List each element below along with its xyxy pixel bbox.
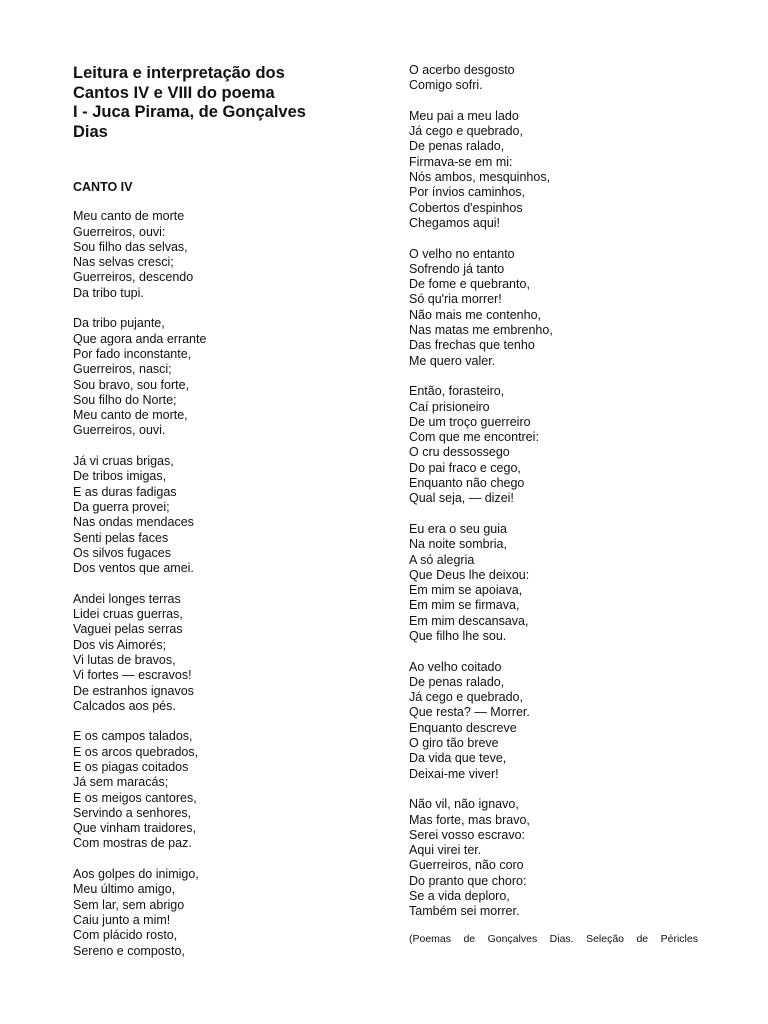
verse-line: De estranhos ignavos [73,683,194,698]
source-word: de [463,932,476,945]
verse-line: Vi fortes — escravos! [73,668,192,683]
verse-line: Sou bravo, sou forte, [73,377,190,392]
verse-line: Sereno e composto, [73,943,185,958]
verse-line: Aqui virei ter. [409,843,482,858]
verse-line: Calcados aos pés. [73,698,176,713]
verse-line: Senti pelas faces [73,530,169,545]
verse-line: Dos vis Aimorés; [73,637,167,652]
source-word: Gonçalves [487,932,538,945]
stanza [73,592,363,714]
stanza [73,316,363,438]
verse-line: O velho no entanto [409,246,515,261]
verse-line: De penas ralado, [409,674,505,689]
verse-line: Do pranto que choro: [409,873,527,888]
verse-line: E os meigos cantores, [73,790,197,805]
right-column [409,63,709,946]
verse-line: Do pai fraco e cego, [409,460,521,475]
verse-line: O giro tão breve [409,736,499,751]
verse-line: Meu canto de morte, [73,408,188,423]
verse-line: Qual seja, — dizei! [409,491,514,506]
verse-line: Aos golpes do inimigo, [73,867,199,882]
title-line: I - Juca Pirama, de Gonçalves [73,103,306,121]
right-stanzas [409,63,709,920]
verse-line: E os arcos quebrados, [73,744,199,759]
verse-line: Guerreiros, descendo [73,270,194,285]
verse-line: Com que me encontrei: [409,430,539,445]
verse-line: Guerreiros, ouvi: [73,224,166,239]
verse-line: Por fado inconstante, [73,346,192,361]
verse-line: Sem lar, sem abrigo [73,897,185,912]
source-word: Péricles [660,932,698,945]
verse-line: Da vida que teve, [409,751,507,766]
verse-line: Caí prisioneiro [409,399,490,414]
stanza [73,729,363,851]
verse-line: A só alegria [409,552,475,567]
verse-line: Guerreiros, nasci; [73,362,172,377]
verse-line: E as duras fadigas [73,484,177,499]
verse-line: Enquanto não chego [409,476,525,491]
section-heading: CANTO IV [73,180,133,194]
source-citation [409,933,698,946]
verse-line: Eu era o seu guia [409,521,507,536]
stanza [73,454,363,576]
verse-line: Meu último amigo, [73,882,176,897]
verse-line: Se a vida deploro, [409,889,510,904]
verse-line: Com mostras de paz. [73,836,192,851]
left-column [73,64,363,974]
stanza [73,867,363,959]
title-line: Leitura e interpretação dos [73,64,285,82]
source-word: (Poemas [409,932,452,945]
verse-line: Guerreiros, não coro [409,858,524,873]
verse-line: Os silvos fugaces [73,545,171,560]
verse-line: Servindo a senhores, [73,805,192,820]
verse-line: Então, forasteiro, [409,384,505,399]
stanza [73,209,363,301]
verse-line: Nas selvas cresci; [73,255,174,270]
verse-line: Que resta? — Morrer. [409,705,530,720]
verse-line: Sou filho das selvas, [73,239,188,254]
verse-line: Não vil, não ignavo, [409,797,519,812]
verse-line: De fome e quebranto, [409,277,530,292]
verse-line: Caiu junto a mim! [73,912,171,927]
verse-line: Firmava-se em mi: [409,154,513,169]
verse-line: Enquanto descreve [409,720,517,735]
verse-line: Da guerra provei; [73,499,170,514]
verse-line: O acerbo desgosto [409,63,515,77]
verse-line: Em mim se firmava, [409,598,520,613]
verse-line: Nas ondas mendaces [73,515,194,530]
verse-line: Me quero valer. [409,353,496,368]
verse-line: Guerreiros, ouvi. [73,423,166,438]
verse-line: De um troço guerreiro [409,414,531,429]
verse-line: Da tribo tupi. [73,285,144,300]
verse-line: Sofrendo já tanto [409,261,505,276]
verse-line: Serei vosso escravo: [409,827,526,842]
stanza [409,660,709,782]
verse-line: Vaguei pelas serras [73,622,183,637]
stanza [409,522,709,644]
verse-line: Nós ambos, mesquinhos, [409,170,551,185]
document-title [73,64,363,142]
verse-line: Comigo sofri. [409,78,483,93]
verse-line: Que vinham traidores, [73,821,196,836]
verse-line: Chegamos aqui! [409,215,501,230]
verse-line: Andei longes terras [73,591,181,606]
verse-line: Cobertos d'espinhos [409,200,523,215]
verse-line: Meu pai a meu lado [409,108,519,123]
verse-line: Da tribo pujante, [73,316,165,331]
verse-line: Deixai-me viver! [409,766,499,781]
verse-line: Já vi cruas brigas, [73,454,174,469]
left-stanzas [73,209,363,959]
verse-line: E os campos talados, [73,729,193,744]
verse-line: Em mim descansava, [409,613,529,628]
stanza [409,63,709,94]
verse-line: Já cego e quebrado, [409,124,523,139]
verse-line: Com plácido rosto, [73,928,178,943]
verse-line: Das frechas que tenho [409,338,535,353]
verse-line: Ao velho coitado [409,659,502,674]
verse-line: Que agora anda errante [73,331,207,346]
title-line: Dias [73,122,108,141]
verse-line: Meu canto de morte [73,209,185,224]
stanza [409,109,709,231]
verse-line: Dos ventos que amei. [73,561,194,576]
verse-line: De penas ralado, [409,139,505,154]
verse-line: Sou filho do Norte; [73,392,177,407]
verse-line: Em mim se apoiava, [409,583,523,598]
verse-line: Já cego e quebrado, [409,690,523,705]
verse-line: Não mais me contenho, [409,307,542,322]
verse-line: Só qu'ria morrer! [409,292,502,307]
title-line: Cantos IV e VIII do poema [73,83,275,102]
verse-line: Por ínvios caminhos, [409,185,526,200]
stanza [409,797,709,919]
verse-line: Na noite sombria, [409,537,507,552]
verse-line: Nas matas me embrenho, [409,323,553,338]
verse-line: Já sem maracás; [73,775,169,790]
verse-line: E os piagas coitados [73,759,189,774]
verse-line: Que Deus lhe deixou: [409,567,530,582]
verse-line: Que filho lhe sou. [409,628,507,643]
verse-line: O cru dessossego [409,445,510,460]
verse-line: Lidei cruas guerras, [73,607,183,622]
verse-line: Mas forte, mas bravo, [409,812,530,827]
verse-line: Vi lutas de bravos, [73,652,176,667]
source-word: Dias. [549,932,574,945]
source-word: de [636,932,649,945]
verse-line: De tribos imigas, [73,469,167,484]
source-word: Seleção [586,932,625,945]
stanza [409,247,709,369]
stanza [409,384,709,506]
verse-line: Também sei morrer. [409,904,520,919]
